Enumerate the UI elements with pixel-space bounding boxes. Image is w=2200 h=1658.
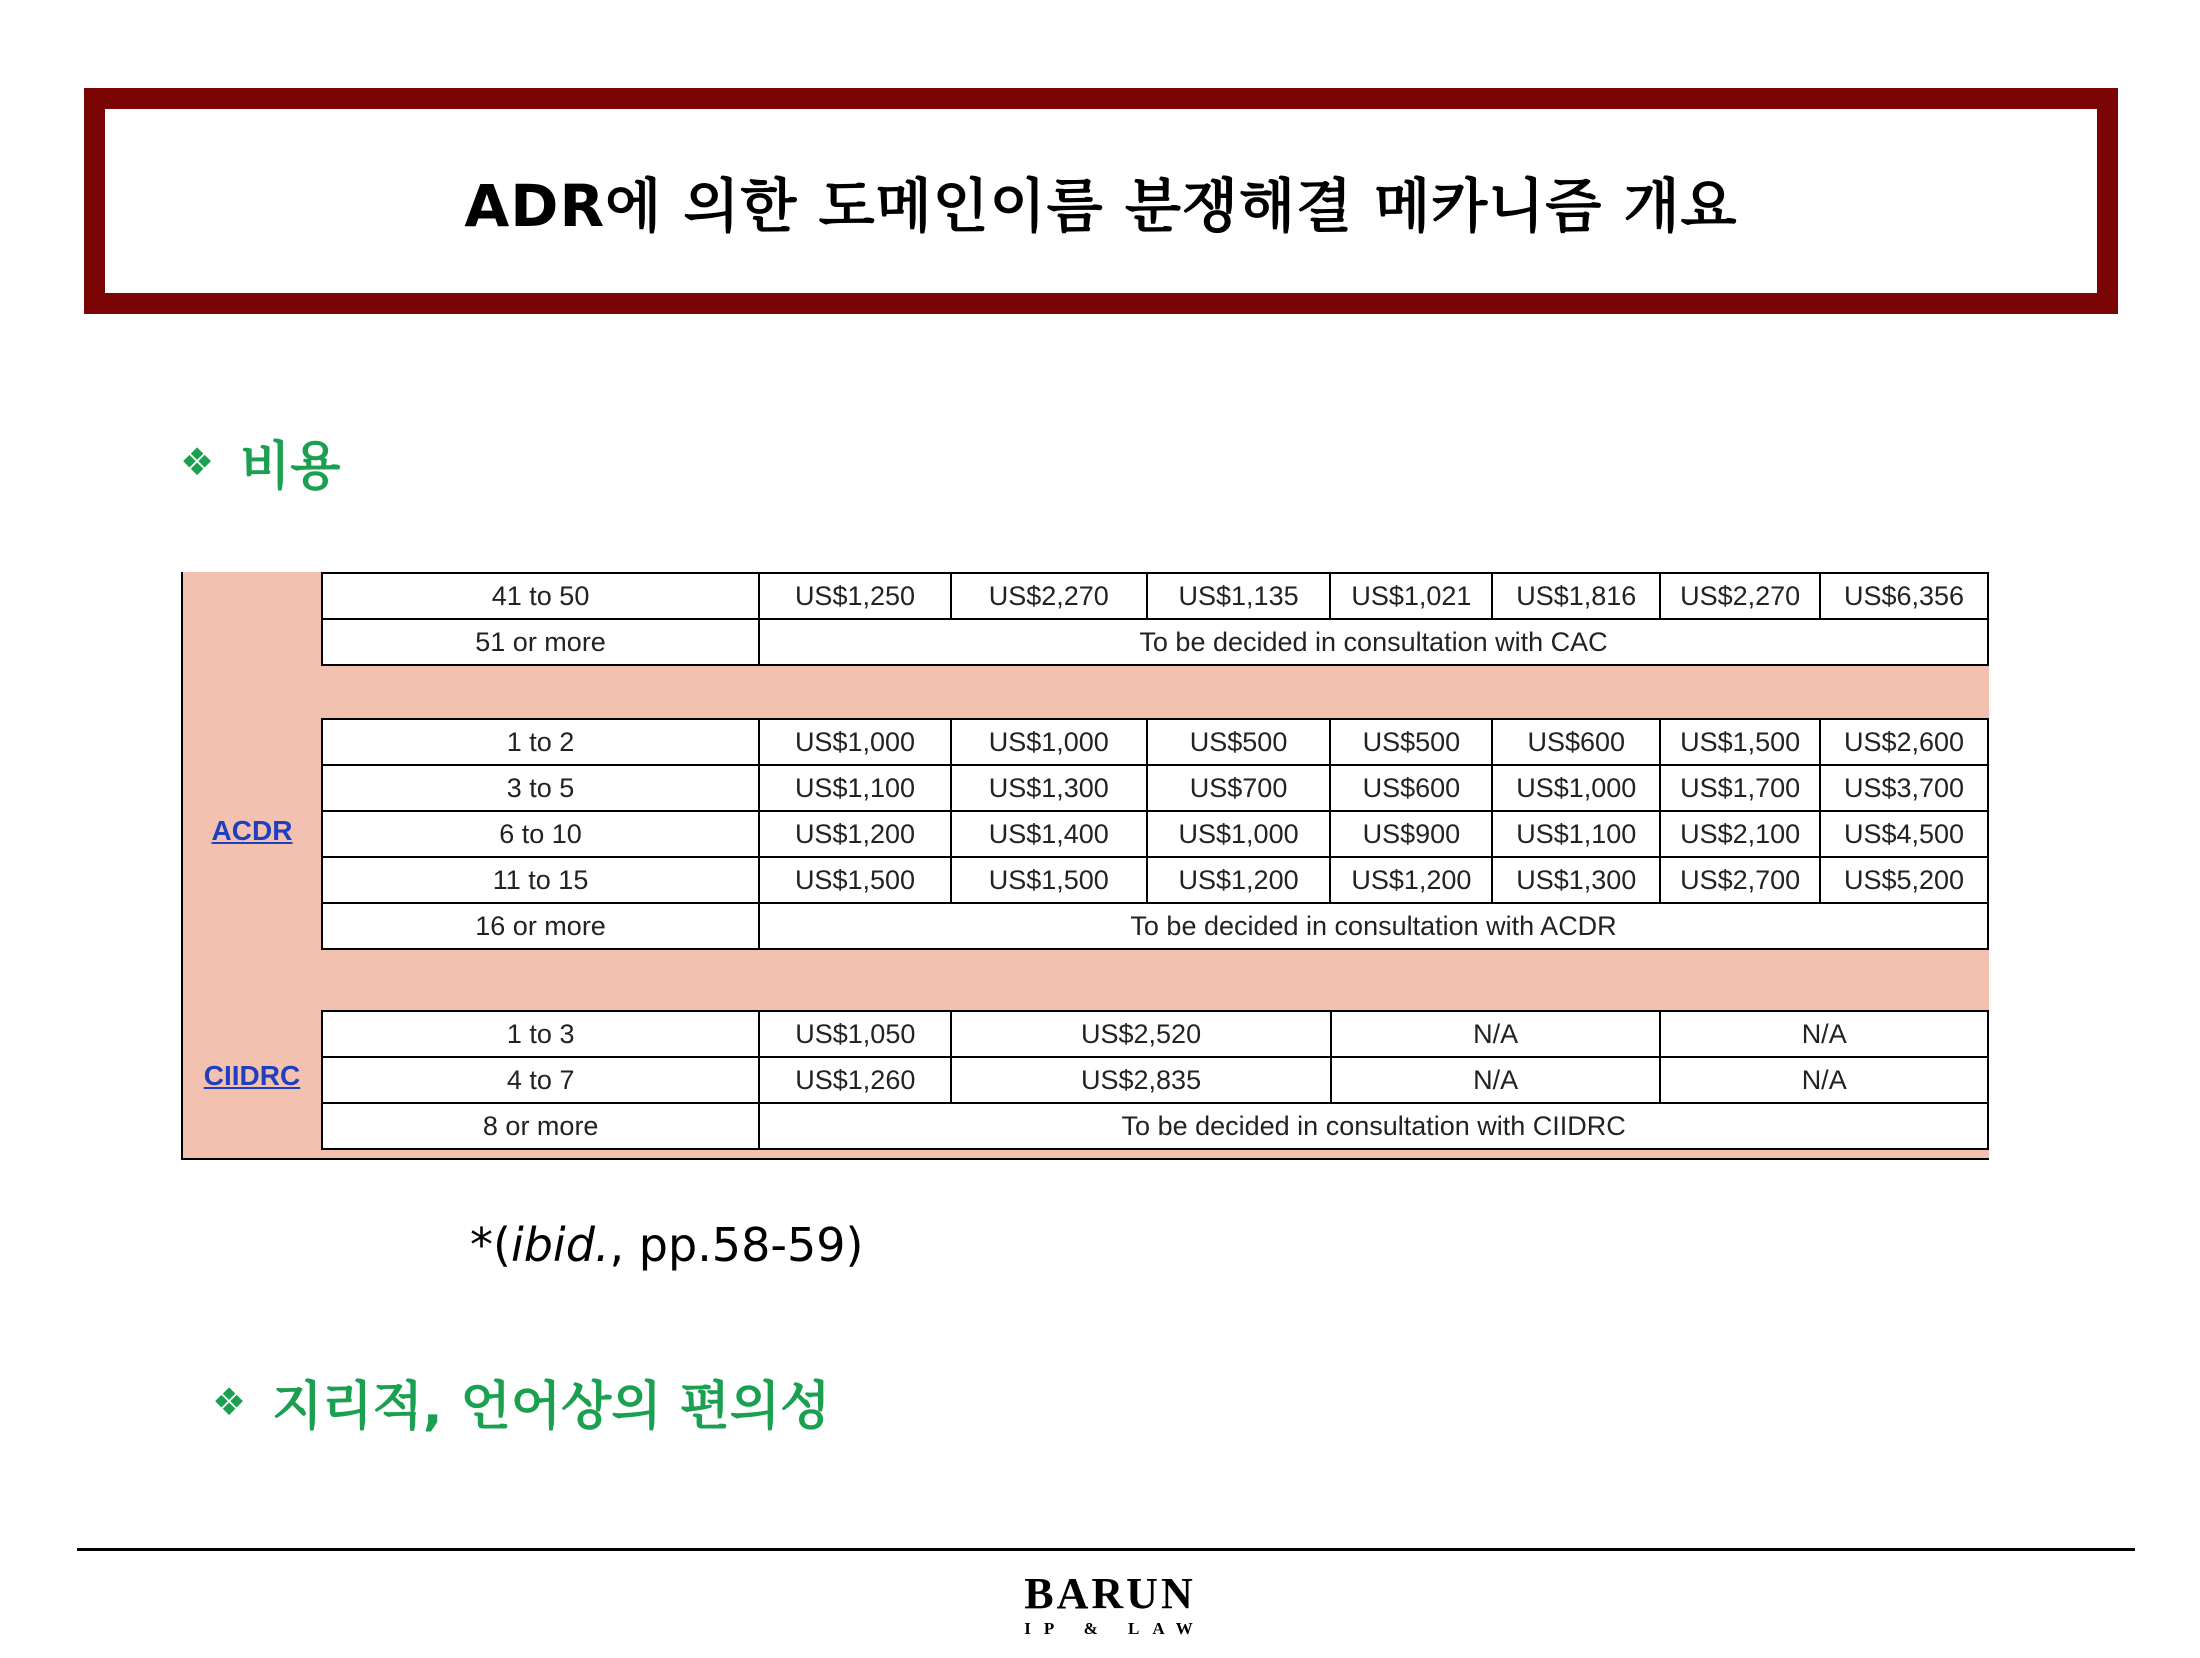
fee-cell: US$1,000	[951, 719, 1147, 765]
fee-cell: US$6,356	[1820, 573, 1988, 619]
table-row	[322, 573, 1988, 619]
range-cell: 1 to 3	[322, 1011, 759, 1057]
consultation-note-cell: To be decided in consultation with CAC	[759, 619, 1988, 665]
range-cell: 3 to 5	[322, 765, 759, 811]
fee-cell: US$1,200	[759, 811, 951, 857]
fee-cell: US$2,835	[951, 1057, 1331, 1103]
section-heading-convenience	[212, 1364, 830, 1439]
fee-cell: US$1,400	[951, 811, 1147, 857]
diamond-bullet-icon: ❖	[180, 439, 215, 484]
fee-cell: US$1,050	[759, 1011, 951, 1057]
fee-cell: US$3,700	[1820, 765, 1988, 811]
fee-cell: US$700	[1147, 765, 1331, 811]
barun-logo	[1010, 1570, 1210, 1640]
title-box	[84, 88, 2118, 314]
logo-sub-text: IP & LAW	[1024, 1619, 1206, 1638]
note-prefix: *(	[470, 1218, 511, 1272]
section-convenience-label: 지리적, 언어상의 편의성	[272, 1377, 831, 1437]
fee-cell: US$2,270	[1660, 573, 1820, 619]
fee-cell: US$2,700	[1660, 857, 1820, 903]
fee-cell: N/A	[1331, 1057, 1661, 1103]
note-pages: , pp.58-59)	[609, 1218, 864, 1272]
range-cell: 1 to 2	[322, 719, 759, 765]
table-row	[322, 903, 1988, 949]
fee-cell: N/A	[1660, 1057, 1988, 1103]
fee-cell: US$2,270	[951, 573, 1147, 619]
table-row	[322, 619, 1988, 665]
section-heading-cost	[180, 424, 341, 499]
cac-fee-table	[321, 572, 1989, 666]
range-cell: 4 to 7	[322, 1057, 759, 1103]
table-row	[322, 719, 1988, 765]
fee-cell: US$5,200	[1820, 857, 1988, 903]
range-cell: 8 or more	[322, 1103, 759, 1149]
fee-cell: US$1,260	[759, 1057, 951, 1103]
fee-cell: US$1,300	[1492, 857, 1660, 903]
table-row	[322, 857, 1988, 903]
table-row	[322, 811, 1988, 857]
range-cell: 41 to 50	[322, 573, 759, 619]
fee-cell: US$600	[1492, 719, 1660, 765]
source-note	[470, 1218, 863, 1272]
consultation-note-cell: To be decided in consultation with ACDR	[759, 903, 1988, 949]
fee-cell: US$1,500	[759, 857, 951, 903]
fee-cell: US$1,500	[1660, 719, 1820, 765]
fee-cell: US$1,200	[1147, 857, 1331, 903]
consultation-note-cell: To be decided in consultation with CIIDRC	[759, 1103, 1988, 1149]
range-cell: 16 or more	[322, 903, 759, 949]
range-cell: 51 or more	[322, 619, 759, 665]
table-row	[322, 1103, 1988, 1149]
fee-cell: US$600	[1330, 765, 1492, 811]
fee-cell: N/A	[1331, 1011, 1661, 1057]
fee-cell: US$1,300	[951, 765, 1147, 811]
ciidrc-fee-table	[321, 1010, 1989, 1150]
fee-table	[181, 572, 1989, 1160]
fee-cell: US$1,100	[1492, 811, 1660, 857]
fee-cell: US$1,021	[1330, 573, 1492, 619]
footer-divider	[77, 1548, 2135, 1551]
fee-cell: US$4,500	[1820, 811, 1988, 857]
table-row	[322, 1057, 1988, 1103]
acdr-fee-table	[321, 718, 1989, 950]
fee-cell: US$900	[1330, 811, 1492, 857]
ciidrc-link[interactable]: CIIDRC	[203, 1060, 301, 1091]
note-ibid: ibid.	[510, 1218, 610, 1272]
fee-cell: US$500	[1330, 719, 1492, 765]
logo-main-text: BARUN	[1024, 1569, 1196, 1618]
table-row	[322, 765, 1988, 811]
fee-cell: US$1,000	[1492, 765, 1660, 811]
fee-cell: US$2,520	[951, 1011, 1331, 1057]
fee-cell: US$1,000	[1147, 811, 1331, 857]
fee-cell: US$1,500	[951, 857, 1147, 903]
range-cell: 6 to 10	[322, 811, 759, 857]
fee-cell: US$2,600	[1820, 719, 1988, 765]
fee-cell: US$1,200	[1330, 857, 1492, 903]
range-cell: 11 to 15	[322, 857, 759, 903]
diamond-bullet-icon: ❖	[212, 1379, 247, 1424]
fee-cell: US$1,700	[1660, 765, 1820, 811]
page-title: ADR에 의한 도메인이름 분쟁해결 메카니즘 개요	[464, 172, 1738, 240]
fee-cell: US$1,250	[759, 573, 951, 619]
fee-cell: US$500	[1147, 719, 1331, 765]
fee-cell: N/A	[1660, 1011, 1988, 1057]
fee-cell: US$1,816	[1492, 573, 1660, 619]
acdr-link[interactable]: ACDR	[211, 815, 293, 846]
table-row	[322, 1011, 1988, 1057]
fee-cell: US$2,100	[1660, 811, 1820, 857]
fee-cell: US$1,135	[1147, 573, 1331, 619]
section-cost-label: 비용	[240, 437, 341, 497]
fee-cell: US$1,000	[759, 719, 951, 765]
fee-cell: US$1,100	[759, 765, 951, 811]
